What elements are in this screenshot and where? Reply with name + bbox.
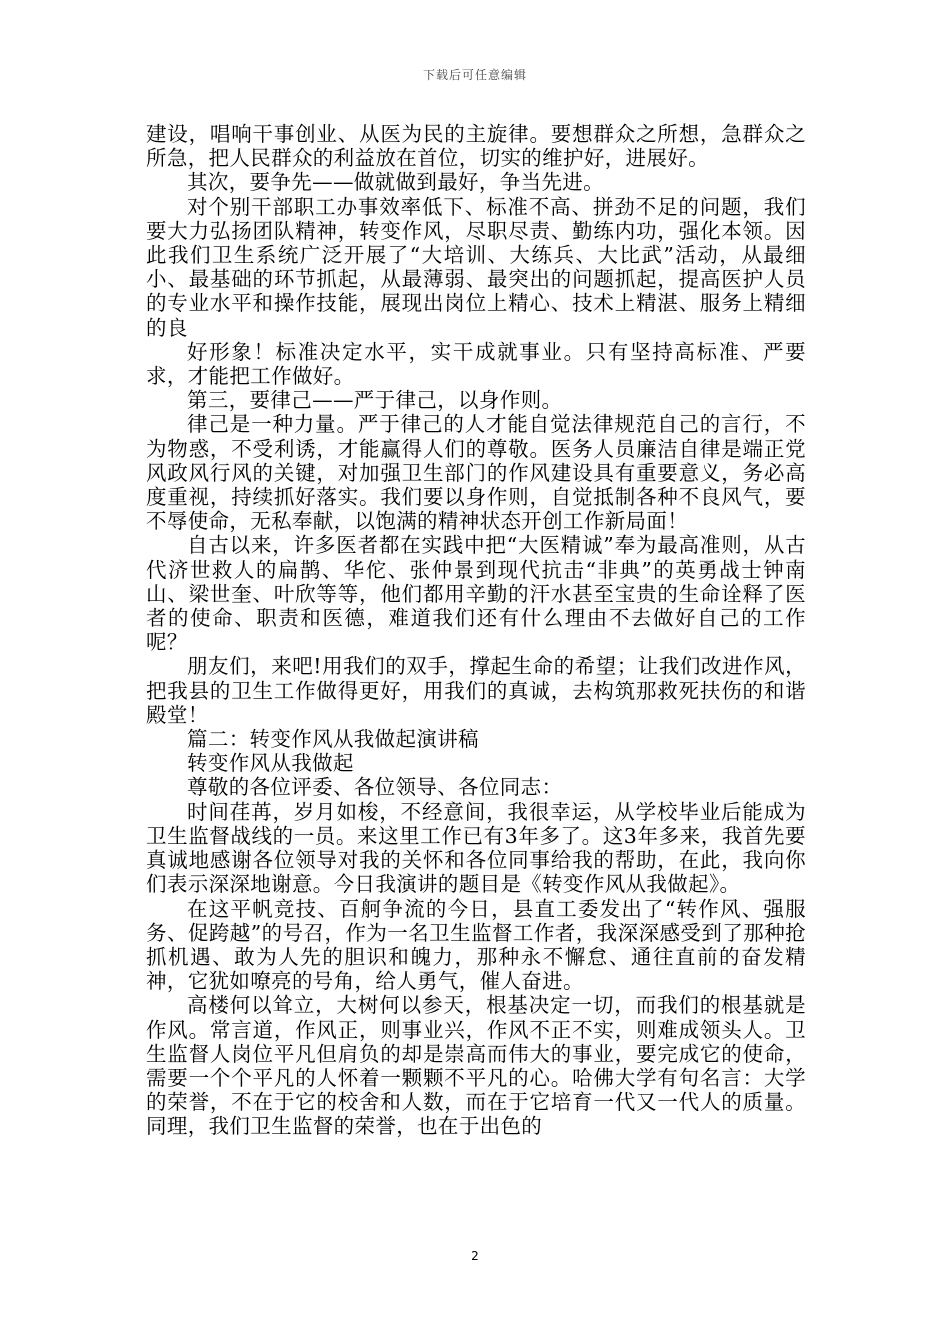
paragraph: 时间荏苒，岁月如梭，不经意间，我很幸运，从学校毕业后能成为卫生监督战线的一员。来这里工作已有3年多了。这3年多来，我首先要真诚地感谢各位领导对我的关怀和各位同事给我的帮助，在此，我向你们表示深深地谢意。今日我演讲的题目是《转变作风从我做起》。: [146, 799, 806, 897]
paragraph: 律己是一种力量。严于律己的人才能自觉法律规范自己的言行，不为物惑，不受利诱，才能赢得人们的尊敬。医务人员廉洁自律是端正党风政风行风的关键，对加强卫生部门的作风建设具有重要意义，务必高度重视，持续抓好落实。我们要以身作则，自觉抵制各种不良风气，要不辱使命，无私奉献，以饱满的精神状态开创工作新局面！: [146, 412, 806, 534]
paragraph: 自古以来，许多医者都在实践中把“大医精诚”奉为最高准则，从古代济世救人的扁鹊、华佗、张仲景到现代抗击“非典”的英勇战士钟南山、梁世奎、叶欣等等，他们都用辛勤的汗水甚至宝贵的生命诠释了医者的使命、职责和医德，难道我们还有什么理由不去做好自己的工作呢？: [146, 533, 806, 655]
paragraph: 好形象！标准决定水平，实干成就事业。只有坚持高标准、严要求，才能把工作做好。: [146, 339, 806, 389]
section-heading: 篇二：转变作风从我做起演讲稿: [187, 727, 479, 752]
document-body: [146, 122, 806, 1139]
speech-title: 转变作风从我做起: [187, 751, 354, 776]
page-header-note: 下载后可任意编辑: [422, 68, 527, 82]
paragraph: 在这平帆竞技、百舸争流的今日，县直工委发出了“转作风、强服务、促跨越”的号召，作为一名卫生监督工作者，我深深感受到了那种抢抓机遇、敢为人先的胆识和魄力，那种永不懈怠、通往直前的奋发精神，它犹如嘹亮的号角，给人勇气，催人奋进。: [146, 896, 806, 994]
paragraph: 其次，要争先——做就做到最好，争当先进。: [187, 170, 604, 195]
paragraph: 朋友们，来吧!用我们的双手，撑起生命的希望；让我们改进作风，把我县的卫生工作做得更好，用我们的真诚，去构筑那救死扶伤的和谐殿堂！: [146, 654, 806, 727]
salutation: 尊敬的各位评委、各位领导、各位同志：: [187, 775, 563, 800]
paragraph: 对个别干部职工办事效率低下、标准不高、拼劲不足的问题，我们要大力弘扬团队精神，转变作风，尽职尽责、勤练内功，强化本领。因此我们卫生系统广泛开展了“大培训、大练兵、大比武”活动，从最细小、最基础的环节抓起，从最薄弱、最突出的问题抓起，提高医护人员的专业水平和操作技能，展现出岗位上精心、技术上精湛、服务上精细的良: [146, 194, 806, 340]
paragraph: 第三，要律己——严于律己，以身作则。: [187, 388, 563, 413]
page-number: 2: [471, 1249, 479, 1263]
paragraph: 建设，唱响干事创业、从医为民的主旋律。要想群众之所想，急群众之所急，把人民群众的利益放在首位，切实的维护好，进展好。: [146, 122, 806, 171]
paragraph: 高楼何以耸立，大树何以参天，根基决定一切，而我们的根基就是作风。常言道，作风正，则事业兴，作风不正不实，则难成领头人。卫生监督人岗位平凡但肩负的却是崇高而伟大的事业，要完成它的使命，需要一个个平凡的人怀着一颗颗不平凡的心。哈佛大学有句名言：大学的荣誉，不在于它的校舍和人数，而在于它培育一代又一代人的质量。同理，我们卫生监督的荣誉，也在于出色的: [146, 993, 806, 1139]
